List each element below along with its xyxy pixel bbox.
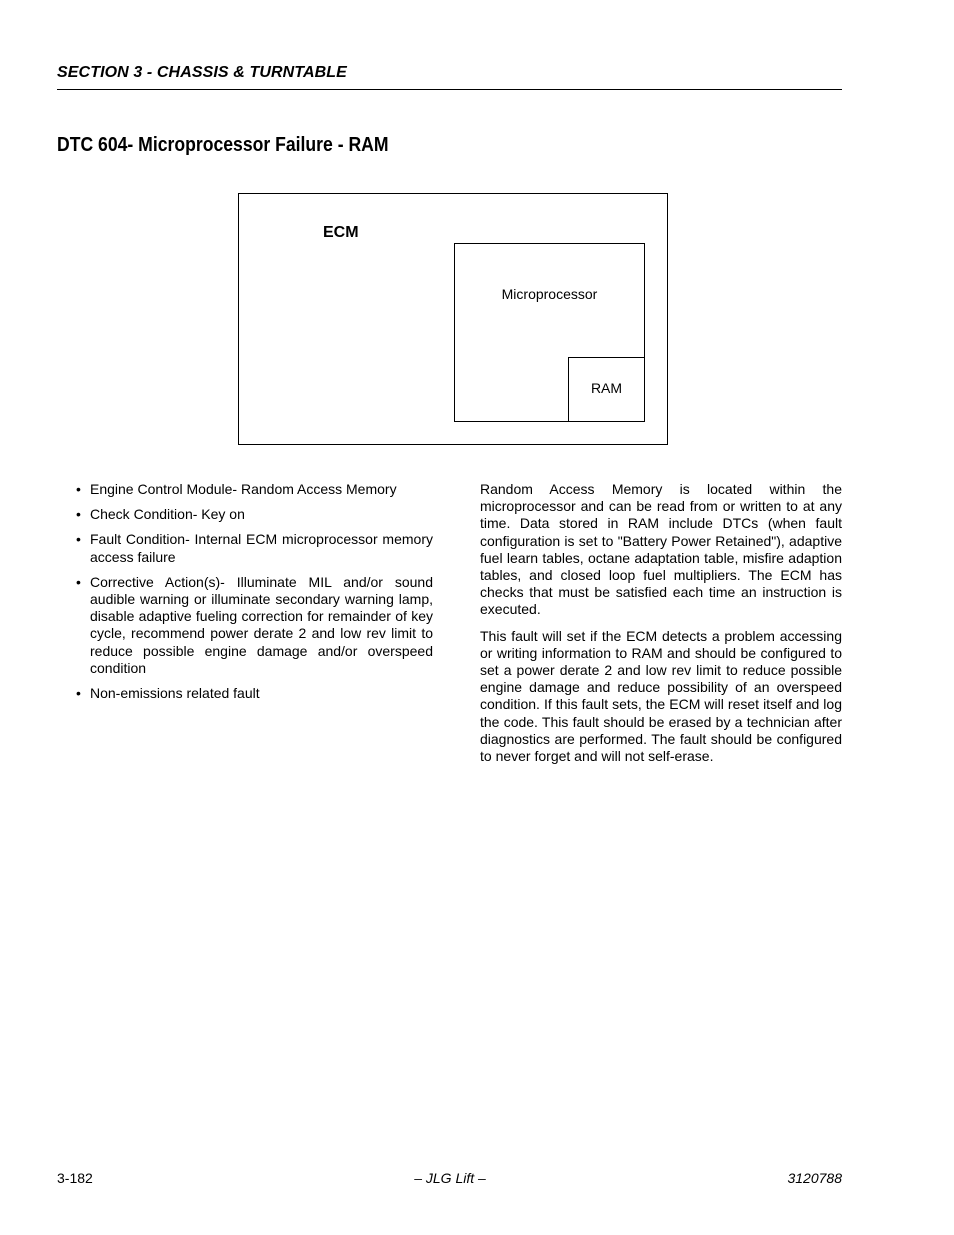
document-number: 3120788 [787, 1170, 842, 1186]
description-column [480, 481, 842, 774]
list-item-text: Corrective Action(s)- Illuminate MIL and/or sound audible warning or illuminate secondary warning lamp, disable adaptive fueling correction for remainder of key cycle, recommend power derate 2 and low rev limit to reduce possible engine damage and/or overspeed condition [90, 573, 433, 676]
list-item [76, 531, 433, 565]
list-item-text: Fault Condition- Internal ECM microprocessor memory access failure [90, 531, 433, 565]
list-item-text: Non-emissions related fault [90, 685, 260, 702]
ram-label: RAM [590, 380, 623, 396]
section-header: SECTION 3 - CHASSIS & TURNTABLE [57, 64, 347, 81]
list-item [76, 685, 433, 702]
header-divider [57, 89, 842, 90]
bullet-icon: • [76, 481, 81, 497]
microprocessor-label: Microprocessor [501, 286, 598, 302]
list-item [76, 574, 433, 677]
footer-publisher: – JLG Lift – [414, 1170, 486, 1186]
bullet-icon: • [76, 531, 81, 548]
page-title: DTC 604- Microprocessor Failure - RAM [57, 134, 389, 156]
page-number: 3-182 [57, 1170, 93, 1186]
ecm-label: ECM [323, 224, 359, 241]
list-item [76, 506, 433, 523]
ram-box [568, 357, 645, 422]
condition-list [76, 481, 433, 710]
list-item-text: Check Condition- Key on [90, 506, 245, 523]
ecm-diagram [238, 193, 668, 445]
bullet-icon: • [76, 685, 81, 702]
list-item-text: Engine Control Module- Random Access Memory [90, 481, 397, 497]
description-paragraph: Random Access Memory is located within the microprocessor and can be read from or written to at any time. Data stored in RAM include DTCs (when fault configuration is set to "Battery Power Retained"), adaptive fuel learn tables, octane adaptation table, misfire adaption tables, and closed loop fuel multipliers. The ECM has checks that must be satisfied each time an instruction is executed. [480, 481, 842, 618]
list-item [76, 481, 433, 498]
bullet-icon: • [76, 506, 81, 523]
description-paragraph: This fault will set if the ECM detects a problem accessing or writing information to RAM and should be configured to set a power derate 2 and low rev limit to reduce possible engine damage and reduce possibility of an overspeed condition. If this fault sets, the ECM will reset itself and log the code. This fault should be erased by a technician after diagnostics are performed. The fault should be configured to never forget and will not self-erase. [480, 627, 842, 765]
bullet-icon: • [76, 573, 81, 590]
microprocessor-box [454, 243, 645, 422]
